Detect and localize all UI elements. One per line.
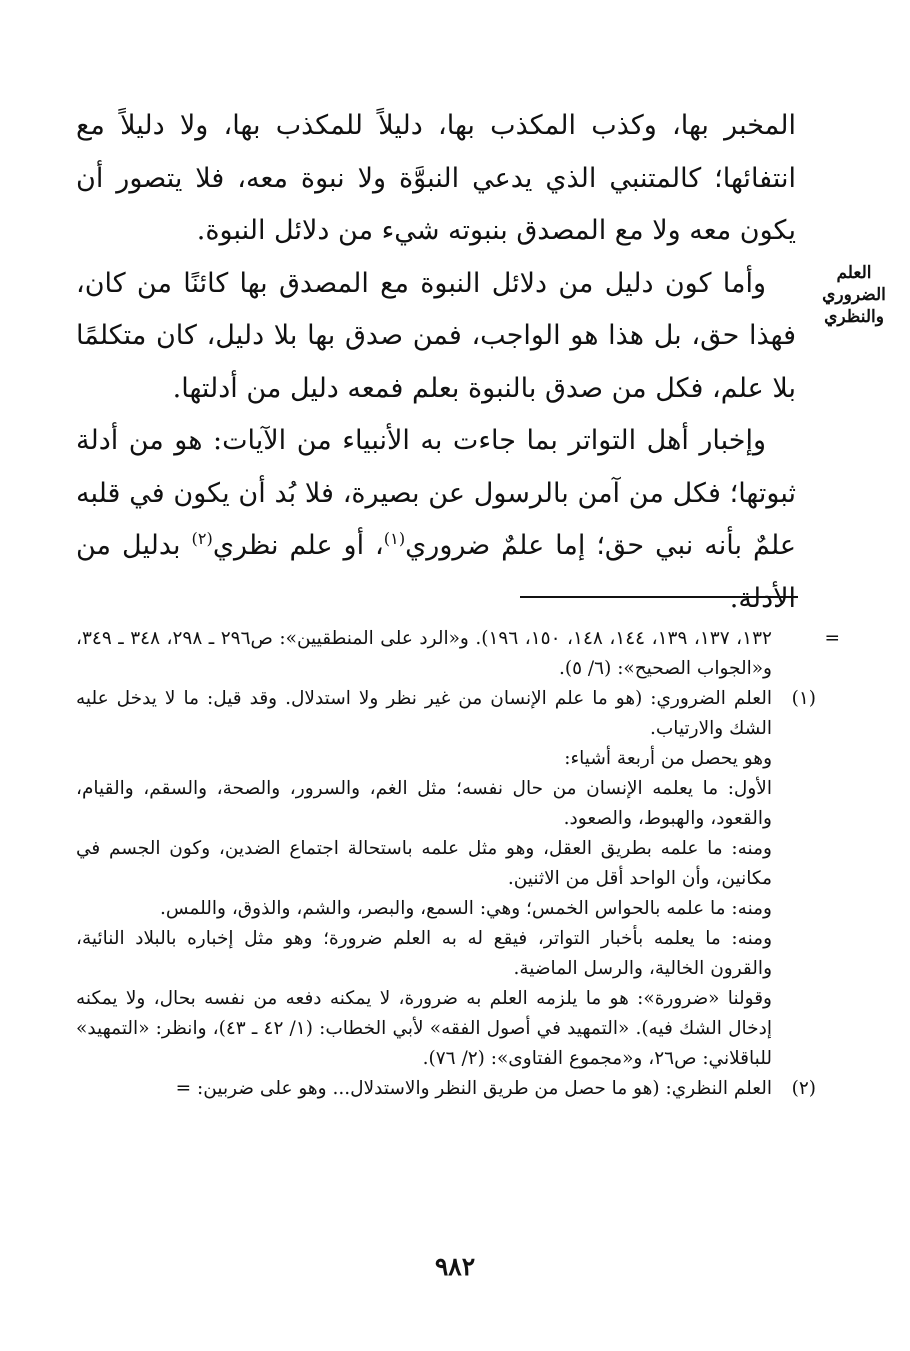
footnote-2-number: (٢) xyxy=(791,1078,816,1099)
footnote-1-para-4: ومنه: ما علمه بطريق العقل، وهو مثل علمه باستحالة اجتماع الضدين، وكون الجسم في مكانين، وأن الواحد أقل من الاثنين. xyxy=(76,838,772,889)
footnote-1-para-5: ومنه: ما علمه بالحواس الخمس؛ وهي: السمع، والبصر، والشم، والذوق، واللمس. xyxy=(159,898,772,919)
footnotes xyxy=(76,624,840,1104)
footnote-1-para-1: العلم الضروري: (هو ما علم الإنسان من غير نظر ولا استدلال. وقد قيل: ما لا يدخل عليه الشك والارتياب. xyxy=(76,688,772,739)
page-number: ٩٨٢ xyxy=(434,1252,476,1281)
footnote-continuation xyxy=(76,624,840,684)
footnote-ref-1: (١) xyxy=(383,529,406,548)
continuation-mark: = xyxy=(824,628,840,649)
footnote-separator xyxy=(520,596,798,598)
footnote-1-number: (١) xyxy=(791,688,816,709)
main-text xyxy=(76,100,796,625)
paragraph-3-part-c: بدليل من الأدلة. xyxy=(76,530,796,614)
margin-note-line-2: والنظري xyxy=(824,307,884,327)
footnote-1-para-3: الأول: ما يعلمه الإنسان من حال نفسه؛ مثل الغم، والسرور، والصحة، والسقم، والقيام، والقعود، والهبوط، والصعود. xyxy=(76,778,772,829)
paragraph-2: وأما كون دليل من دلائل النبوة مع المصدق بها كائنًا من كان، فهذا حق، بل هذا هو الواجب، فمن صدق بها بلا دليل، كان متكلمًا بلا علم، فكل من صدق بالنبوة بعلم فمعه دليل من أدلتها. xyxy=(76,267,796,404)
paragraph-3-part-a: وإخبار أهل التواتر بما جاءت به الأنبياء من الآيات: هو من أدلة ثبوتها؛ فكل من آمن بالرسول عن بصيرة، فلا بُد أن يكون في قلبه علمٌ بأنه نبي حق؛ إما علمٌ ضروري xyxy=(76,425,796,561)
footnote-1 xyxy=(76,684,816,1074)
margin-note xyxy=(808,262,900,328)
margin-note-line-1: العلم الضروري xyxy=(822,263,886,305)
footnote-1-para-6: ومنه: ما يعلمه بأخبار التواتر، فيقع له به العلم ضرورة؛ وهو مثل إخباره بالبلاد النائية، والقرون الخالية، والرسل الماضية. xyxy=(76,928,772,979)
paragraph-3-part-b: ، أو علم نظري xyxy=(212,530,384,561)
footnote-2 xyxy=(76,1074,816,1104)
footnote-1-para-2: وهو يحصل من أربعة أشياء: xyxy=(564,748,772,769)
paragraph-1: المخبر بها، وكذب المكذب بها، دليلاً للمكذب بها، ولا دليلاً مع انتفائها؛ كالمتنبي الذي يدعي النبوَّة ولا نبوة معه، فلا يتصور أن يكون معه ولا مع المصدق بنبوته شيء من دلائل النبوة. xyxy=(76,110,796,246)
paragraph-3 xyxy=(76,415,796,625)
footnote-1-para-7: وقولنا «ضرورة»: هو ما يلزمه العلم به ضرورة، لا يمكنه دفعه من نفسه بحال، ولا يمكنه إدخال الشك فيه). «التمهيد في أصول الفقه» لأبي الخطاب: (١/ ٤٢ ـ ٤٣)، وانظر: «التمهيد» للباقلاني: ص٢٦، و«مجموع الفتاوى»: (٢/ ٧٦). xyxy=(76,988,772,1069)
continuation-text: ١٣٢، ١٣٧، ١٣٩، ١٤٤، ١٤٨، ١٥٠، ١٩٦). و«الرد على المنطقيين»: ص٢٩٦ ـ ٢٩٨، ٣٤٨ ـ ٣٤٩، و«الجواب الصحيح»: (٦/ ٥). xyxy=(76,628,772,679)
footnote-ref-2: (٢) xyxy=(191,529,213,548)
footnote-2-para-1: العلم النظري: (هو ما حصل من طريق النظر والاستدلال... وهو على ضربين: = xyxy=(175,1078,772,1099)
